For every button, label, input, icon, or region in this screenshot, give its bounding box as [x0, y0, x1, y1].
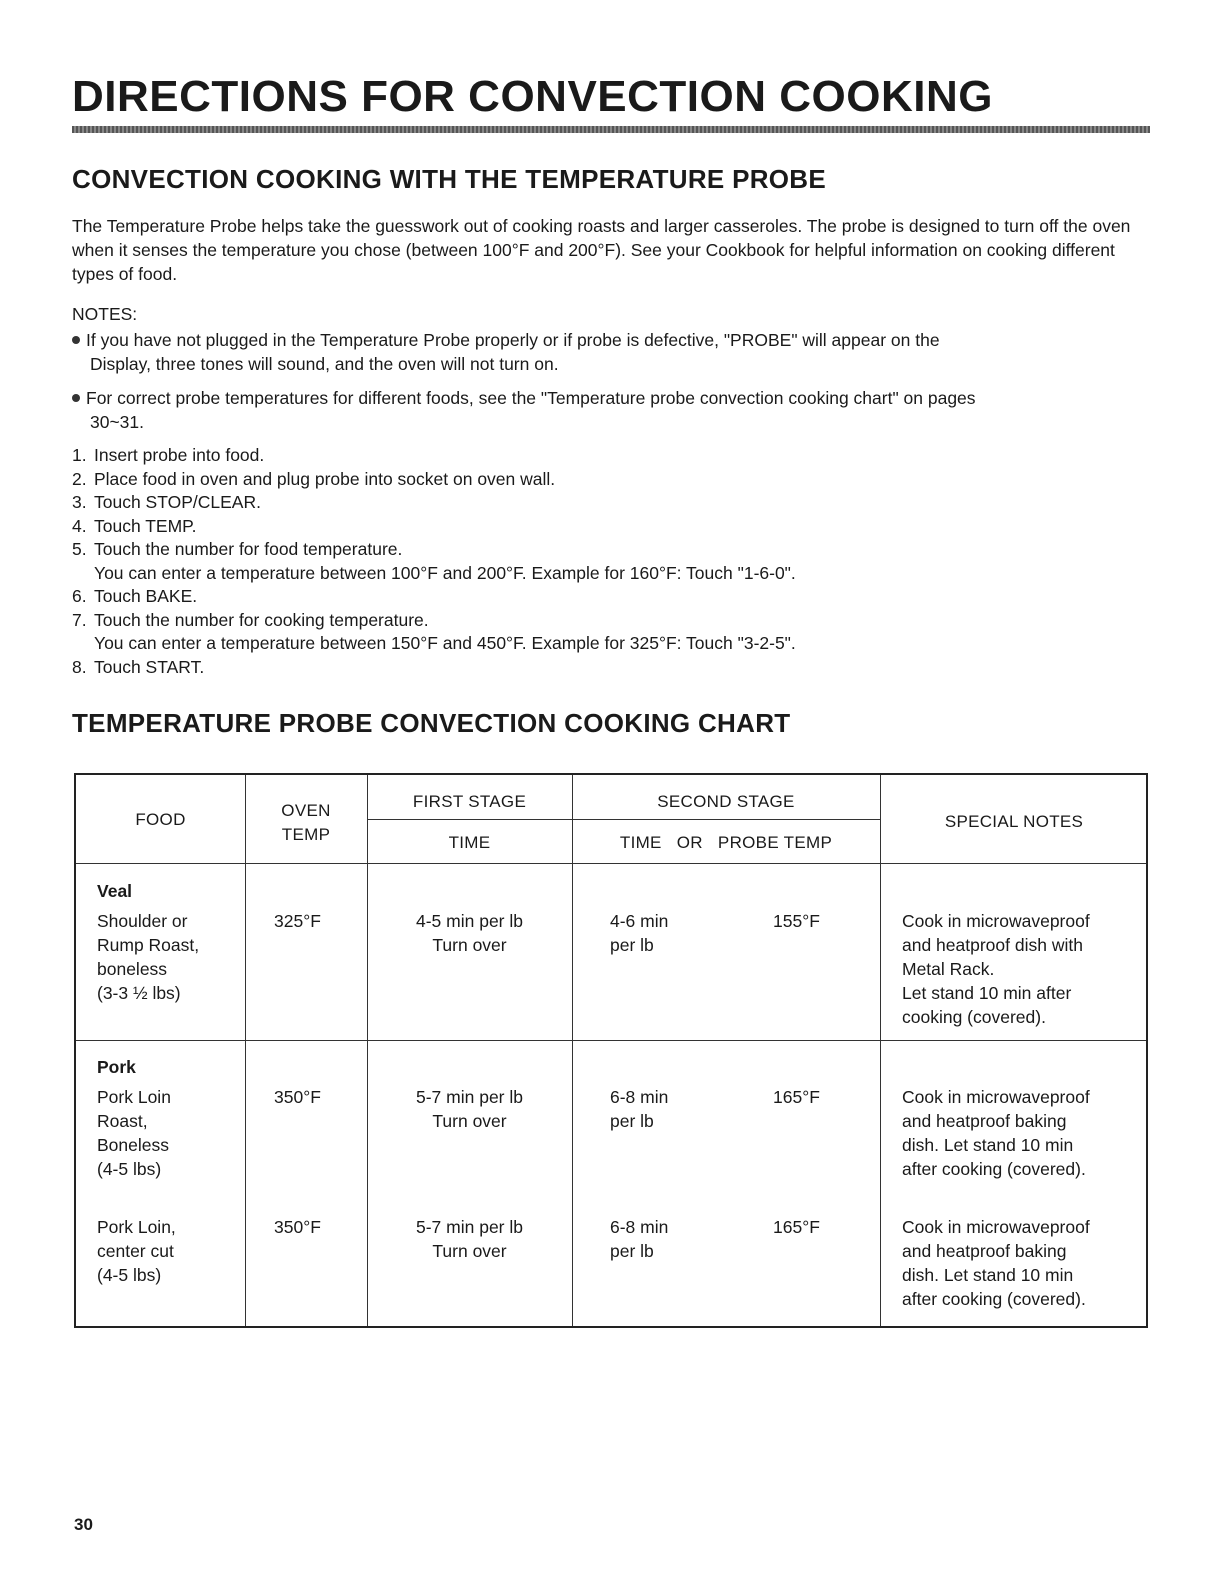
food-name: Pork Loin Roast, Boneless (4-5 lbs): [97, 1087, 171, 1179]
step-number: 2.: [72, 468, 87, 489]
header-first-time: TIME: [448, 833, 491, 852]
special-notes: Cook in microwaveproof and heatproof baking dish. Let stand 10 min after cooking (covered).: [902, 1217, 1090, 1309]
header-second-stage: SECOND STAGE: [657, 792, 795, 811]
header-second-sub: TIME OR PROBE TEMP: [619, 833, 833, 852]
food-name: Shoulder or Rump Roast, boneless (3-3 ½ lbs): [97, 911, 200, 1003]
step-item: [72, 468, 1072, 492]
step-item: [72, 515, 1072, 539]
intro-paragraph: The Temperature Probe helps take the guesswork out of cooking roasts and larger casseroles. The probe is designed to turn off the oven when it senses the temperature you chose (between 100°F and 200°F). See your Cookbook for helpful information on cooking different types of food.: [72, 216, 1131, 284]
header-first-stage: FIRST STAGE: [412, 792, 527, 811]
header-oven-temp: OVEN: [281, 801, 331, 820]
step-text: Touch BAKE.: [94, 586, 198, 606]
food-category: Veal: [97, 881, 133, 901]
step-text: Insert probe into food.: [94, 445, 265, 465]
notes-label: NOTES:: [72, 304, 138, 324]
probe-temp: 155°F: [773, 911, 820, 931]
header-food: FOOD: [135, 810, 186, 829]
step-text: Place food in oven and plug probe into socket on oven wall.: [94, 468, 556, 489]
step-text: Touch TEMP.: [94, 515, 197, 536]
page-title: DIRECTIONS FOR CONVECTION COOKING: [72, 72, 993, 121]
step-item: [72, 444, 1072, 468]
second-stage-time: 6-8 min per lb: [610, 1217, 669, 1261]
step-number: 1.: [72, 445, 87, 465]
step-item: [72, 491, 1072, 515]
step-number: 4.: [72, 515, 87, 536]
step-number: 5.: [72, 539, 87, 559]
step-detail: You can enter a temperature between 150°F and 450°F. Example for 325°F: Touch "3-2-5".: [94, 633, 796, 653]
step-item: [72, 656, 1072, 680]
special-notes: Cook in microwaveproof and heatproof baking dish. Let stand 10 min after cooking (covered).: [902, 1087, 1090, 1179]
steps-list: [72, 444, 1072, 679]
second-stage-time: 6-8 min per lb: [610, 1087, 669, 1131]
first-stage-time: 5-7 min per lb Turn over: [416, 1087, 523, 1131]
step-text: Touch START.: [94, 656, 205, 677]
note-item: If you have not plugged in the Temperature Probe properly or if probe is defective, "PROBE" will appear on the Display, three tones will sound, and the oven will not turn on.: [72, 328, 1142, 376]
section-heading-chart: TEMPERATURE PROBE CONVECTION COOKING CHART: [72, 708, 791, 738]
page-number: 30: [74, 1515, 93, 1534]
oven-temp: 325°F: [274, 911, 321, 931]
bullet-icon: [72, 394, 80, 402]
step-number: 6.: [72, 586, 87, 606]
step-number: 7.: [72, 609, 87, 630]
title-rule: [72, 126, 1150, 133]
step-text: Touch the number for food temperature.: [94, 539, 403, 559]
step-detail: You can enter a temperature between 100°F and 200°F. Example for 160°F: Touch "1-6-0".: [94, 562, 796, 583]
oven-temp: 350°F: [274, 1217, 321, 1237]
special-notes: Cook in microwaveproof and heatproof dish with Metal Rack. Let stand 10 min after cooking (covered).: [902, 911, 1090, 1027]
step-text: Touch STOP/CLEAR.: [94, 492, 261, 512]
note-item: For correct probe temperatures for different foods, see the "Temperature probe convection cooking chart" on pages 30~31.: [72, 386, 1142, 434]
section-heading-probe: CONVECTION COOKING WITH THE TEMPERATURE PROBE: [72, 164, 827, 194]
header-oven-temp-line2: TEMP: [281, 825, 331, 844]
probe-temp: 165°F: [773, 1087, 820, 1107]
step-number: 8.: [72, 656, 87, 677]
step-item: [72, 538, 1072, 585]
bullet-icon: [72, 336, 80, 344]
food-name: Pork Loin, center cut (4-5 lbs): [97, 1217, 176, 1285]
step-text: Touch the number for cooking temperature.: [94, 609, 429, 630]
first-stage-time: 4-5 min per lb Turn over: [416, 911, 523, 955]
step-item: [72, 585, 1072, 609]
food-category: Pork: [97, 1057, 136, 1077]
oven-temp: 350°F: [274, 1087, 321, 1107]
step-number: 3.: [72, 492, 87, 512]
probe-temp: 165°F: [773, 1217, 820, 1237]
first-stage-time: 5-7 min per lb Turn over: [416, 1217, 523, 1261]
header-special-notes: SPECIAL NOTES: [944, 812, 1084, 831]
probe-cooking-chart: [74, 773, 1148, 1328]
step-item: [72, 609, 1072, 656]
second-stage-time: 4-6 min per lb: [610, 911, 669, 955]
